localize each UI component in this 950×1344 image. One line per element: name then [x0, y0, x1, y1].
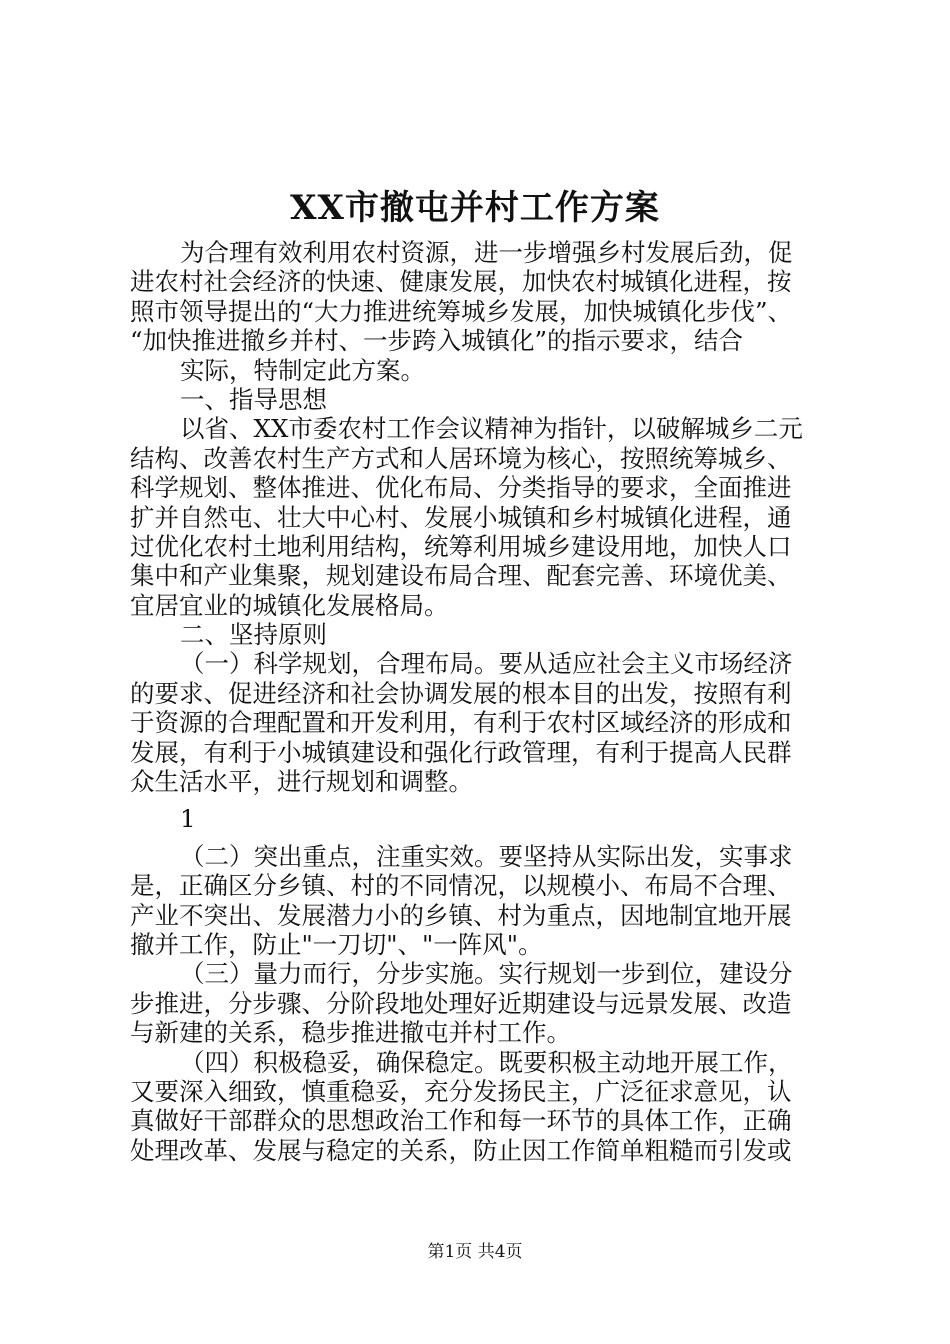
text-line: 的要求、促进经济和社会协调发展的根本目的出发，按照有利: [130, 678, 792, 708]
text-line: （一）科学规划，合理布局。要从适应社会主义市场经济: [180, 649, 793, 679]
paragraph-block-2: [130, 842, 835, 1165]
text-line: 产业不突出、发展潜力小的乡镇、村为重点，因地制宜地开展: [130, 900, 792, 930]
paragraph-block-1: [130, 238, 835, 796]
text-line: （二）突出重点，注重实效。要坚持从实际出发，实事求: [180, 841, 793, 871]
text-line: （四）积极稳妥，确保稳定。既要积极主动地开展工作，: [180, 1047, 793, 1077]
text-line: 科学规划、整体推进、优化布局、分类指导的要求，全面推进: [130, 473, 792, 503]
text-line: 扩并自然屯、壮大中心村、发展小城镇和乡村城镇化进程，通: [130, 502, 792, 532]
text-line: 以省、XX市委农村工作会议精神为指针，以破解城乡二元: [180, 414, 803, 444]
text-line: “加快推进撤乡并村、一步跨入城镇化”的指示要求，结合: [130, 326, 744, 356]
text-line: 撤并工作，防止"一刀切"、"一阵风"。: [130, 929, 543, 959]
text-line: 又要深入细致，慎重稳妥，充分发扬民主，广泛征求意见，认: [130, 1076, 792, 1106]
text-line: 二、坚持原则: [180, 620, 327, 650]
text-line: 照市领导提出的“大力推进统筹城乡发展，加快城镇化步伐”、: [130, 296, 793, 326]
text-line: 过优化农村土地利用结构，统筹利用城乡建设用地，加快人口: [130, 531, 792, 561]
text-line: 步推进，分步骤、分阶段地处理好近期建设与远景发展、改造: [130, 988, 792, 1018]
text-line: 结构、改善农村生产方式和人居环境为核心，按照统筹城乡、: [130, 443, 792, 473]
text-line: 一、指导思想: [180, 384, 327, 414]
text-line: 众生活水平，进行规划和调整。: [130, 767, 473, 797]
document-body: [130, 238, 835, 1165]
text-line: 真做好干部群众的思想政治工作和每一环节的具体工作，正确: [130, 1106, 792, 1136]
text-line: 集中和产业集聚，规划建设布局合理、配套完善、环境优美、: [130, 561, 792, 591]
text-line: 宜居宜业的城镇化发展格局。: [130, 590, 449, 620]
document-title: XX市撤屯并村工作方案: [290, 188, 660, 228]
text-line: 是，正确区分乡镇、村的不同情况，以规模小、布局不合理、: [130, 871, 792, 901]
page-footer: 第1页 共4页: [427, 1242, 523, 1262]
text-line: （三）量力而行，分步实施。实行规划一步到位，建设分: [180, 959, 793, 989]
text-line: 进农村社会经济的快速、健康发展，加快农村城镇化进程，按: [130, 267, 792, 297]
text-line: 与新建的关系，稳步推进撤屯并村工作。: [130, 1018, 571, 1048]
inline-page-number: 1: [180, 804, 196, 834]
text-line: 为合理有效利用农村资源，进一步增强乡村发展后劲，促: [180, 238, 793, 267]
text-line: 于资源的合理配置和开发利用，有利于农村区域经济的形成和: [130, 708, 792, 738]
text-line: 实际，特制定此方案。: [180, 355, 425, 385]
text-line: 处理改革、发展与稳定的关系，防止因工作简单粗糙而引发或: [130, 1135, 792, 1165]
text-line: 发展，有利于小城镇建设和强化行政管理，有利于提高人民群: [130, 737, 792, 767]
